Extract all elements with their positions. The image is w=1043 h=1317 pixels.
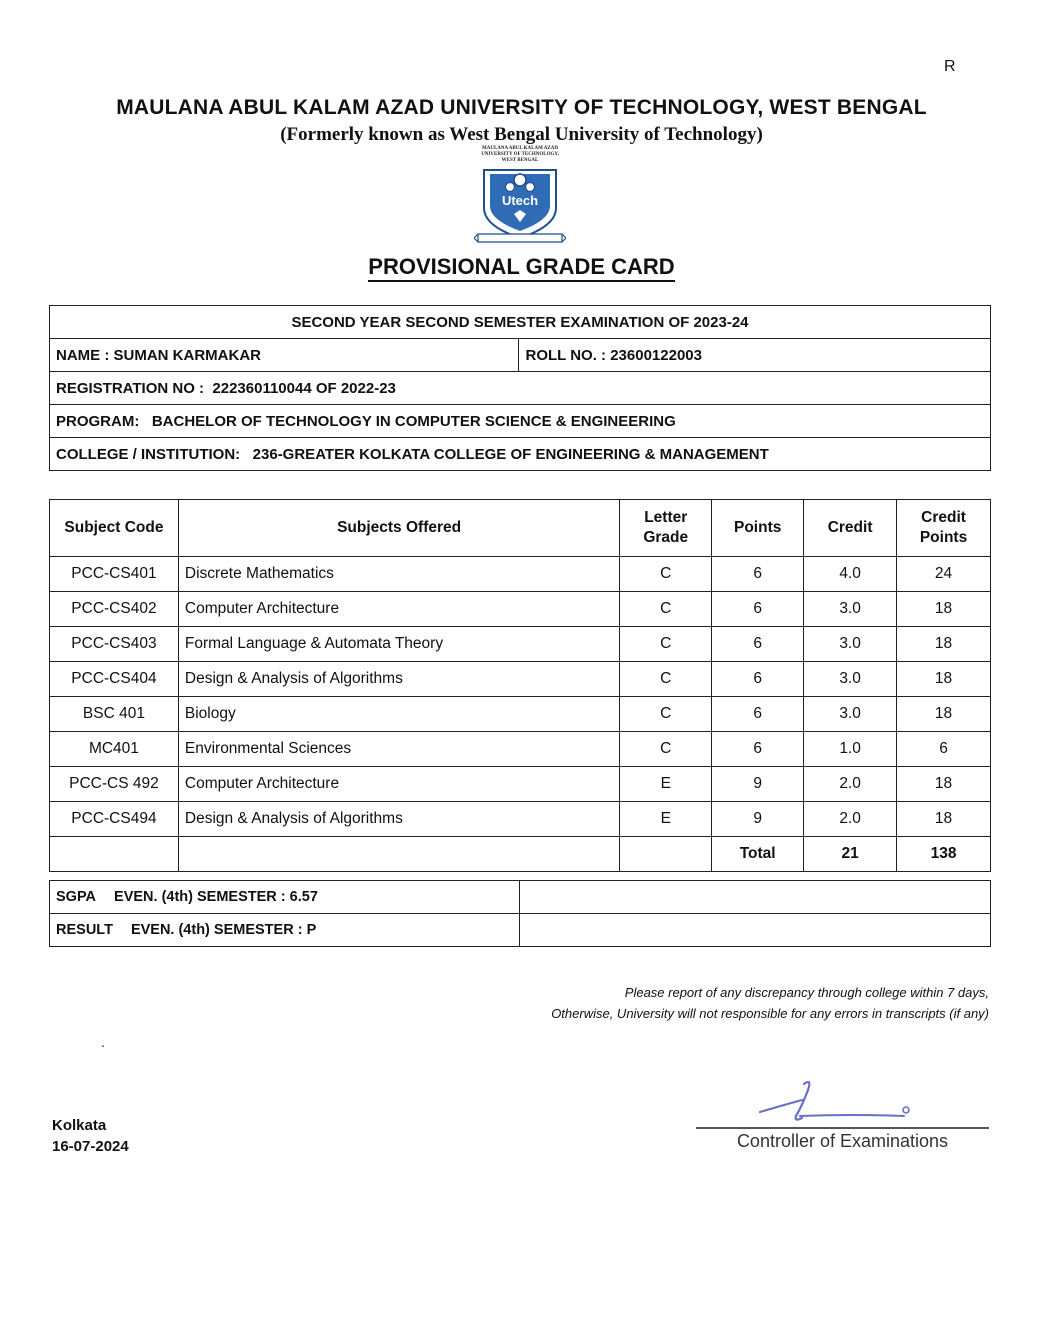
card-title bbox=[0, 254, 1043, 280]
university-name: MAULANA ABUL KALAM AZAD UNIVERSITY OF TECHNOLOGY, WEST BENGAL bbox=[116, 96, 927, 119]
header-letter-grade-line-2: Grade bbox=[643, 529, 689, 546]
points-cell: 6 bbox=[712, 592, 804, 627]
grades-table bbox=[49, 499, 991, 872]
stray-dot: . bbox=[101, 1034, 105, 1050]
college-row bbox=[50, 438, 991, 471]
letter-grade-cell: E bbox=[620, 767, 712, 802]
points-cell: 9 bbox=[712, 767, 804, 802]
letter-grade-cell: C bbox=[620, 592, 712, 627]
table-row bbox=[50, 697, 991, 732]
grade-rows bbox=[50, 557, 991, 837]
student-info-table bbox=[49, 305, 991, 471]
header-subjects-offered: Subjects Offered bbox=[178, 500, 619, 557]
credit-cell: 1.0 bbox=[804, 732, 897, 767]
roll-number: ROLL NO. : 23600122003 bbox=[519, 339, 991, 372]
credit-points-cell: 18 bbox=[897, 802, 991, 837]
letter-grade-cell: C bbox=[620, 557, 712, 592]
table-row bbox=[50, 662, 991, 697]
result-row bbox=[50, 914, 991, 947]
former-name: (Formerly known as West Bengal University of Technology) bbox=[280, 124, 763, 145]
table-row bbox=[50, 592, 991, 627]
signature-icon bbox=[740, 1072, 940, 1132]
discrepancy-note bbox=[551, 982, 989, 1024]
header-letter-grade-line-1: Letter bbox=[644, 509, 688, 526]
header-credit-points-line-2: Points bbox=[919, 529, 968, 546]
sgpa-empty bbox=[519, 881, 990, 914]
letter-grade-cell: C bbox=[620, 732, 712, 767]
result-value: EVEN. (4th) SEMESTER : P bbox=[130, 922, 317, 938]
total-credit-points: 138 bbox=[897, 837, 991, 872]
logo-word: Utech bbox=[501, 193, 539, 208]
subject-code-cell: PCC-CS 492 bbox=[50, 767, 179, 802]
points-cell: 6 bbox=[712, 697, 804, 732]
letter-grade-cell: E bbox=[620, 802, 712, 837]
registration-number: REGISTRATION NO : 222360110044 OF 2022-23 bbox=[50, 372, 991, 405]
card-title-text: PROVISIONAL GRADE CARD bbox=[368, 254, 674, 282]
header-points: Points bbox=[712, 500, 804, 557]
credit-points-cell: 18 bbox=[897, 627, 991, 662]
place: Kolkata bbox=[52, 1117, 107, 1134]
university-logo-icon bbox=[474, 146, 566, 246]
subject-code-cell: MC401 bbox=[50, 732, 179, 767]
credit-cell: 3.0 bbox=[804, 592, 897, 627]
credit-points-cell: 6 bbox=[897, 732, 991, 767]
credit-cell: 3.0 bbox=[804, 662, 897, 697]
subject-code-cell: PCC-CS494 bbox=[50, 802, 179, 837]
corner-mark: R bbox=[944, 58, 956, 75]
subject-name-cell: Discrete Mathematics bbox=[178, 557, 619, 592]
controller-of-examinations: Controller of Examinations bbox=[736, 1131, 949, 1151]
note-line-1: Please report of any discrepancy through college within 7 days, bbox=[624, 985, 989, 1000]
logo-caption-line-3: WEST BENGAL bbox=[501, 158, 539, 163]
subject-code-cell: PCC-CS401 bbox=[50, 557, 179, 592]
table-row bbox=[50, 627, 991, 662]
subject-code-cell: BSC 401 bbox=[50, 697, 179, 732]
table-row bbox=[50, 802, 991, 837]
table-row bbox=[50, 767, 991, 802]
logo-caption-line-1: MAULANA ABUL KALAM AZAD bbox=[482, 146, 558, 151]
sgpa-label: SGPA bbox=[56, 889, 97, 905]
exam-row bbox=[50, 306, 991, 339]
registration-row bbox=[50, 372, 991, 405]
credit-points-cell: 18 bbox=[897, 697, 991, 732]
header-credit-points bbox=[897, 500, 991, 557]
grades-header-row bbox=[50, 500, 991, 557]
logo-caption-line-2: UNIVERSITY OF TECHNOLOGY, bbox=[481, 152, 559, 157]
student-name: NAME : SUMAN KARMAKAR bbox=[50, 339, 519, 372]
credit-points-cell: 24 bbox=[897, 557, 991, 592]
points-cell: 6 bbox=[712, 557, 804, 592]
result-cell bbox=[50, 914, 520, 947]
points-cell: 6 bbox=[712, 627, 804, 662]
credit-cell: 3.0 bbox=[804, 697, 897, 732]
program: PROGRAM: BACHELOR OF TECHNOLOGY IN COMPUTER SCIENCE & ENGINEERING bbox=[50, 405, 991, 438]
subject-code-cell: PCC-CS404 bbox=[50, 662, 179, 697]
header-credit-points-line-1: Credit bbox=[921, 509, 966, 526]
college: COLLEGE / INSTITUTION: 236-GREATER KOLKATA COLLEGE OF ENGINEERING & MANAGEMENT bbox=[50, 438, 991, 471]
header-subject-code: Subject Code bbox=[50, 500, 179, 557]
sgpa-value: EVEN. (4th) SEMESTER : 6.57 bbox=[114, 889, 318, 905]
letter-grade-cell: C bbox=[620, 662, 712, 697]
name-row bbox=[50, 339, 991, 372]
subject-code-cell: PCC-CS402 bbox=[50, 592, 179, 627]
subject-name-cell: Formal Language & Automata Theory bbox=[178, 627, 619, 662]
subject-name-cell: Computer Architecture bbox=[178, 767, 619, 802]
result-table bbox=[49, 880, 991, 947]
credit-points-cell: 18 bbox=[897, 767, 991, 802]
issue-date: 16-07-2024 bbox=[52, 1138, 129, 1155]
table-row bbox=[50, 557, 991, 592]
credit-cell: 2.0 bbox=[804, 767, 897, 802]
sgpa-cell bbox=[50, 881, 520, 914]
subject-code-cell: PCC-CS403 bbox=[50, 627, 179, 662]
total-empty-subject bbox=[178, 837, 619, 872]
credit-cell: 4.0 bbox=[804, 557, 897, 592]
program-row bbox=[50, 405, 991, 438]
points-cell: 6 bbox=[712, 732, 804, 767]
total-label: Total bbox=[712, 837, 804, 872]
sgpa-row bbox=[50, 881, 991, 914]
header-letter-grade bbox=[620, 500, 712, 557]
exam-title: SECOND YEAR SECOND SEMESTER EXAMINATION OF 2023-24 bbox=[50, 306, 991, 339]
table-row bbox=[50, 732, 991, 767]
total-empty-code bbox=[50, 837, 179, 872]
letter-grade-cell: C bbox=[620, 697, 712, 732]
subject-name-cell: Design & Analysis of Algorithms bbox=[178, 662, 619, 697]
credit-points-cell: 18 bbox=[897, 592, 991, 627]
result-label: RESULT bbox=[56, 922, 113, 938]
subject-name-cell: Biology bbox=[178, 697, 619, 732]
signature-line bbox=[696, 1127, 989, 1129]
subject-name-cell: Design & Analysis of Algorithms bbox=[178, 802, 619, 837]
total-row bbox=[50, 837, 991, 872]
credit-cell: 3.0 bbox=[804, 627, 897, 662]
letter-grade-cell: C bbox=[620, 627, 712, 662]
header-credit: Credit bbox=[804, 500, 897, 557]
result-empty bbox=[519, 914, 990, 947]
subject-name-cell: Computer Architecture bbox=[178, 592, 619, 627]
credit-points-cell: 18 bbox=[897, 662, 991, 697]
points-cell: 9 bbox=[712, 802, 804, 837]
total-empty-grade bbox=[620, 837, 712, 872]
note-line-2: Otherwise, University will not responsible for any errors in transcripts (if any) bbox=[551, 1006, 989, 1021]
subject-name-cell: Environmental Sciences bbox=[178, 732, 619, 767]
place-date bbox=[52, 1115, 129, 1157]
credit-cell: 2.0 bbox=[804, 802, 897, 837]
total-credit: 21 bbox=[804, 837, 897, 872]
points-cell: 6 bbox=[712, 662, 804, 697]
